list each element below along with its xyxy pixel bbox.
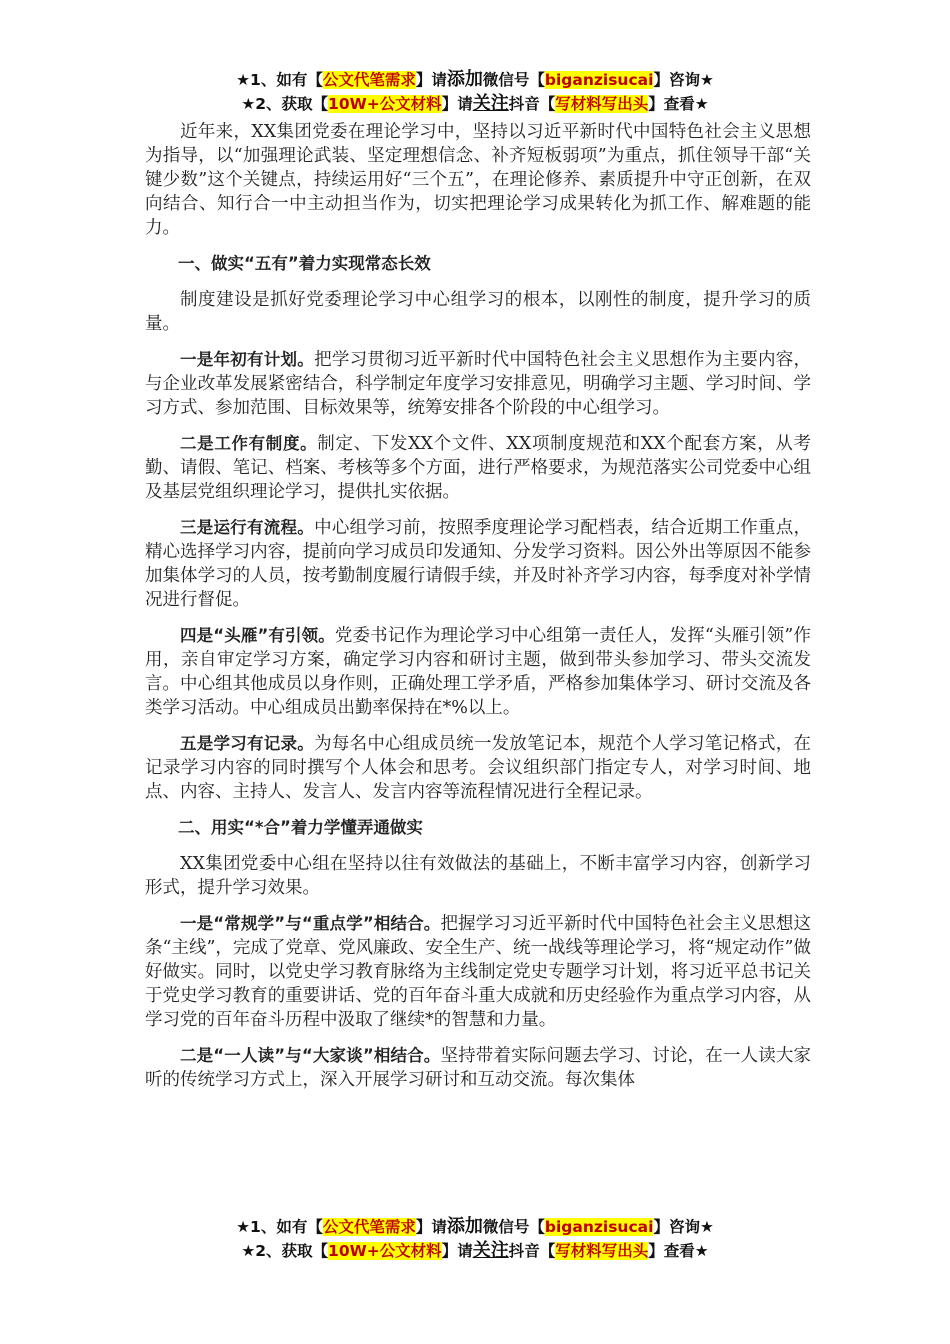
paragraph bbox=[145, 1044, 811, 1092]
banner-text: 微信号【 bbox=[482, 1218, 545, 1236]
paragraph-lead: 二是工作有制度。 bbox=[180, 434, 318, 453]
banner-text: 关注 bbox=[472, 93, 509, 114]
banner-text: 添加 bbox=[446, 69, 483, 90]
footer-banner bbox=[0, 1215, 950, 1263]
banner-line-1 bbox=[0, 1215, 950, 1239]
banner-text: 抖音【 bbox=[508, 95, 556, 113]
paragraph-lead: 一是“常规学”与“重点学”相结合。 bbox=[180, 914, 441, 933]
paragraph-text: 中心组学习前，按照季度理论学习配档表，结合近期工作重点，精心选择学习内容，提前向学习成员印发通知、分发学习资料。因公外出等原因不能参加集体学习的人员，按考勤制度履行请假手续，并及时补齐学习内容，每季度对补学情况进行督促。 bbox=[145, 518, 812, 610]
paragraph-text: 把学习贯彻习近平新时代中国特色社会主义思想作为主要内容，与企业改革发展紧密结合，科学制定年度学习安排意见，明确学习主题、学习时间、学习方式、参加范围、目标效果等，统筹安排各个阶段的中心组学习。 bbox=[145, 350, 812, 418]
paragraph-text: 把握学习习近平新时代中国特色社会主义思想这条“主线”，完成了党章、党风廉政、安全生产、统一战线等理论学习，将“规定动作”做好做实。同时，以党史学习教育脉络为主线制定党史专题学习计划，将习近平总书记关于党史学习教育的重要讲话、党的百年奋斗重大成就和历史经验作为重点学习内容，从学习党的百年奋斗历程中汲取了继续*的智慧和力量。 bbox=[145, 914, 811, 1030]
banner-highlight: 10W+公文材料 bbox=[328, 95, 442, 113]
paragraph-text: 为每名中心组成员统一发放笔记本，规范个人学习笔记格式，在记录学习内容的同时撰写个人体会和思考。会议组织部门指定专人，对学习时间、地点、内容、主持人、发言人、发言内容等流程情况进行全程记录。 bbox=[145, 734, 812, 802]
banner-text: ★1、如有【 bbox=[236, 71, 323, 89]
paragraph-lead: 一是年初有计划。 bbox=[180, 350, 315, 369]
banner-text: 】请 bbox=[415, 71, 447, 89]
paragraph: 制度建设是抓好党委理论学习中心组学习的根本，以刚性的制度，提升学习的质量。 bbox=[145, 290, 811, 334]
banner-text: 】请 bbox=[441, 1242, 473, 1260]
douyin-highlight: 写材料写出头 bbox=[555, 1242, 649, 1260]
paragraph bbox=[145, 912, 811, 1032]
paragraph-lead: 四是“头雁”有引领。 bbox=[180, 626, 335, 645]
banner-text: ★1、如有【 bbox=[236, 1218, 323, 1236]
banner-text: 】咨询★ bbox=[653, 71, 714, 89]
section-heading-2: 二、用实“*合”着力学懂弄通做实 bbox=[178, 818, 423, 837]
douyin-highlight: 写材料写出头 bbox=[555, 95, 649, 113]
paragraph bbox=[145, 732, 811, 804]
wechat-id-highlight: biganzisucai bbox=[544, 1218, 654, 1236]
banner-highlight: 公文代笔需求 bbox=[322, 1218, 416, 1236]
paragraph bbox=[145, 516, 811, 612]
banner-text: 】请 bbox=[441, 95, 473, 113]
paragraph-lead: 三是运行有流程。 bbox=[180, 518, 315, 537]
banner-text: 】请 bbox=[415, 1218, 447, 1236]
paragraph bbox=[145, 624, 811, 720]
banner-text: 抖音【 bbox=[508, 1242, 556, 1260]
banner-text: 】查看★ bbox=[648, 1242, 709, 1260]
banner-text: 关注 bbox=[472, 1240, 509, 1261]
banner-text: ★2、获取【 bbox=[241, 95, 329, 113]
banner-text: 】咨询★ bbox=[653, 1218, 714, 1236]
paragraph-text: 制定、下发XX个文件、XX项制度规范和XX个配套方案，从考勤、请假、笔记、档案、考核等多个方面，进行严格要求，为规范落实公司党委中心组及基层党组织理论学习，提供扎实依据。 bbox=[145, 434, 812, 502]
paragraph-text: 坚持带着实际问题去学习、讨论，在一人读大家听的传统学习方式上，深入开展学习研讨和互动交流。每次集体 bbox=[145, 1046, 811, 1090]
paragraph-lead: 五是学习有记录。 bbox=[180, 734, 315, 753]
banner-line-2 bbox=[0, 92, 950, 116]
banner-text: 添加 bbox=[446, 1216, 483, 1237]
paragraph: XX集团党委中心组在坚持以往有效做法的基础上，不断丰富学习内容，创新学习形式，提升学习效果。 bbox=[145, 854, 811, 898]
paragraph-lead: 二是“一人读”与“大家谈”相结合。 bbox=[180, 1046, 441, 1065]
paragraph bbox=[145, 432, 811, 504]
paragraph-text: 党委书记作为理论学习中心组第一责任人，发挥“头雁引领”作用，亲自审定学习方案，确定学习内容和研讨主题，做到带头参加学习、带头交流发言。中心组其他成员以身作则，正确处理工学矛盾，严格参加集体学习、研讨交流及各类学习活动。中心组成员出勤率保持在*%以上。 bbox=[145, 626, 811, 718]
banner-highlight: 公文代笔需求 bbox=[322, 71, 416, 89]
banner-text: 】查看★ bbox=[648, 95, 709, 113]
banner-highlight: 10W+公文材料 bbox=[328, 1242, 442, 1260]
banner-line-1 bbox=[0, 68, 950, 92]
wechat-id-highlight: biganzisucai bbox=[544, 71, 654, 89]
section-heading-1: 一、做实“五有”着力实现常态长效 bbox=[178, 254, 431, 273]
intro-paragraph: 近年来，XX集团党委在理论学习中，坚持以习近平新时代中国特色社会主义思想为指导，以“加强理论武装、坚定理想信念、补齐短板弱项”为重点，抓住领导干部“关键少数”这个关键点，持续运用好“三个五”，在理论修养、素质提升中守正创新，在双向结合、知行合一中主动担当作为，切实把理论学习成果转化为抓工作、解难题的能力。 bbox=[145, 122, 811, 238]
header-banner bbox=[0, 68, 950, 116]
banner-text: 微信号【 bbox=[482, 71, 545, 89]
document-body bbox=[145, 120, 811, 1104]
banner-text: ★2、获取【 bbox=[241, 1242, 329, 1260]
banner-line-2 bbox=[0, 1239, 950, 1263]
paragraph bbox=[145, 348, 811, 420]
